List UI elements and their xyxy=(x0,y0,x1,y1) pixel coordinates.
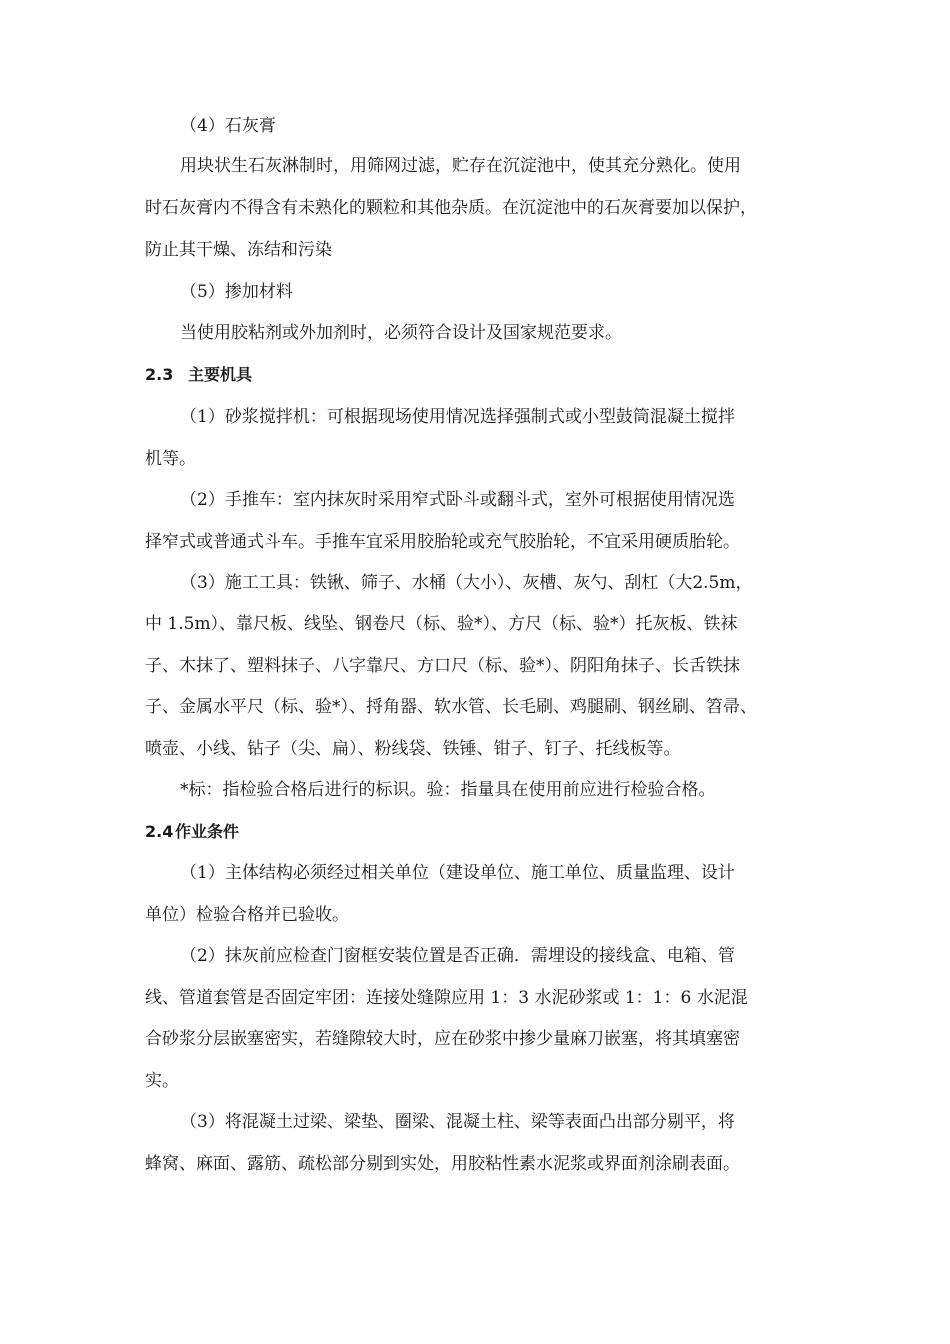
footnote-line: *标：指检验合格后进行的标识。验：指量具在使用前应进行检验合格。 xyxy=(180,780,716,800)
item-mortar-mixer: （1）砂浆搅拌机：可根据现场使用情况选择强制式或小型鼓筒混凝土搅拌 xyxy=(180,407,735,427)
paragraph-line: 合砂浆分层嵌塞密实，若缝隙较大时，应在砂浆中掺少量麻刀嵌塞，将其填塞密 xyxy=(145,1029,740,1049)
paragraph-line: 蜂窝、麻面、露筋、疏松部分剔到实处，用胶粘性素水泥浆或界面剂涂刷表面。 xyxy=(145,1154,740,1174)
section-heading-2-4 xyxy=(145,820,239,844)
paragraph-line: 喷壶、小线、钻子（尖、扁）、粉线袋、铁锤、钳子、钉子、托线板等。 xyxy=(145,739,681,759)
paragraph-line: 实。 xyxy=(145,1071,179,1091)
section-number: 2.4 xyxy=(145,822,174,841)
paragraph-line: 中 1.5m）、靠尺板、线坠、钢卷尺（标、验*）、方尺（标、验*）托灰板、铁袜 xyxy=(145,614,738,634)
item-handcart: （2）手推车：室内抹灰时采用窄式卧斗或翻斗式，室外可根据使用情况选 xyxy=(180,490,735,510)
paragraph-line: 当使用胶粘剂或外加剂时，必须符合设计及国家规范要求。 xyxy=(180,323,622,343)
paragraph-line: 线、管道套管是否固定牢团：连接处缝隙应用 1：3 水泥砂浆或 1：1：6 水泥混 xyxy=(145,988,748,1008)
paragraph-line: 用块状生石灰淋制时，用筛网过滤，贮存在沉淀池中，使其充分熟化。使用 xyxy=(180,156,741,176)
paragraph-line: 择窄式或普通式斗车。手推车宜采用胶胎轮或充气胶胎轮，不宜采用硬质胎轮。 xyxy=(145,532,740,552)
item-surface-prep: （3）将混凝土过梁、梁垫、圈梁、混凝土柱、梁等表面凸出部分剔平，将 xyxy=(180,1112,735,1132)
section-number: 2.3 xyxy=(145,365,174,384)
section-title: 主要机具 xyxy=(188,365,253,384)
item-lime-paste: （4）石灰膏 xyxy=(180,116,276,136)
item-main-structure: （1）主体结构必须经过相关单位（建设单位、施工单位、质量监理、设计 xyxy=(180,863,735,883)
section-heading-2-3 xyxy=(145,363,252,387)
paragraph-line: 子、木抹了、塑料抹子、八字靠尺、方口尺（标、验*）、阴阳角抹子、长舌铁抹 xyxy=(145,656,740,676)
paragraph-line: 单位）检验合格并已验收。 xyxy=(145,905,349,925)
section-title: 作业条件 xyxy=(175,822,240,841)
item-admixture: （5）掺加材料 xyxy=(180,282,293,302)
paragraph-line: 机等。 xyxy=(145,449,196,469)
paragraph-line: 防止其干燥、冻结和污染 xyxy=(145,240,332,260)
paragraph-line: 子、金属水平尺（标、验*）、捋角器、软水管、长毛刷、鸡腿刷、钢丝刷、笤帚、 xyxy=(145,697,757,717)
paragraph-line: 时石灰膏内不得含有未熟化的颗粒和其他杂质。在沉淀池中的石灰膏要加以保护， xyxy=(145,198,757,218)
item-construction-tools: （3）施工工具：铁锹、筛子、水桶（大小）、灰槽、灰勺、刮杠（大2.5m， xyxy=(180,573,753,593)
item-frame-check: （2）抹灰前应检查门窗框安装位置是否正确．需埋设的接线盒、电箱、管 xyxy=(180,946,735,966)
